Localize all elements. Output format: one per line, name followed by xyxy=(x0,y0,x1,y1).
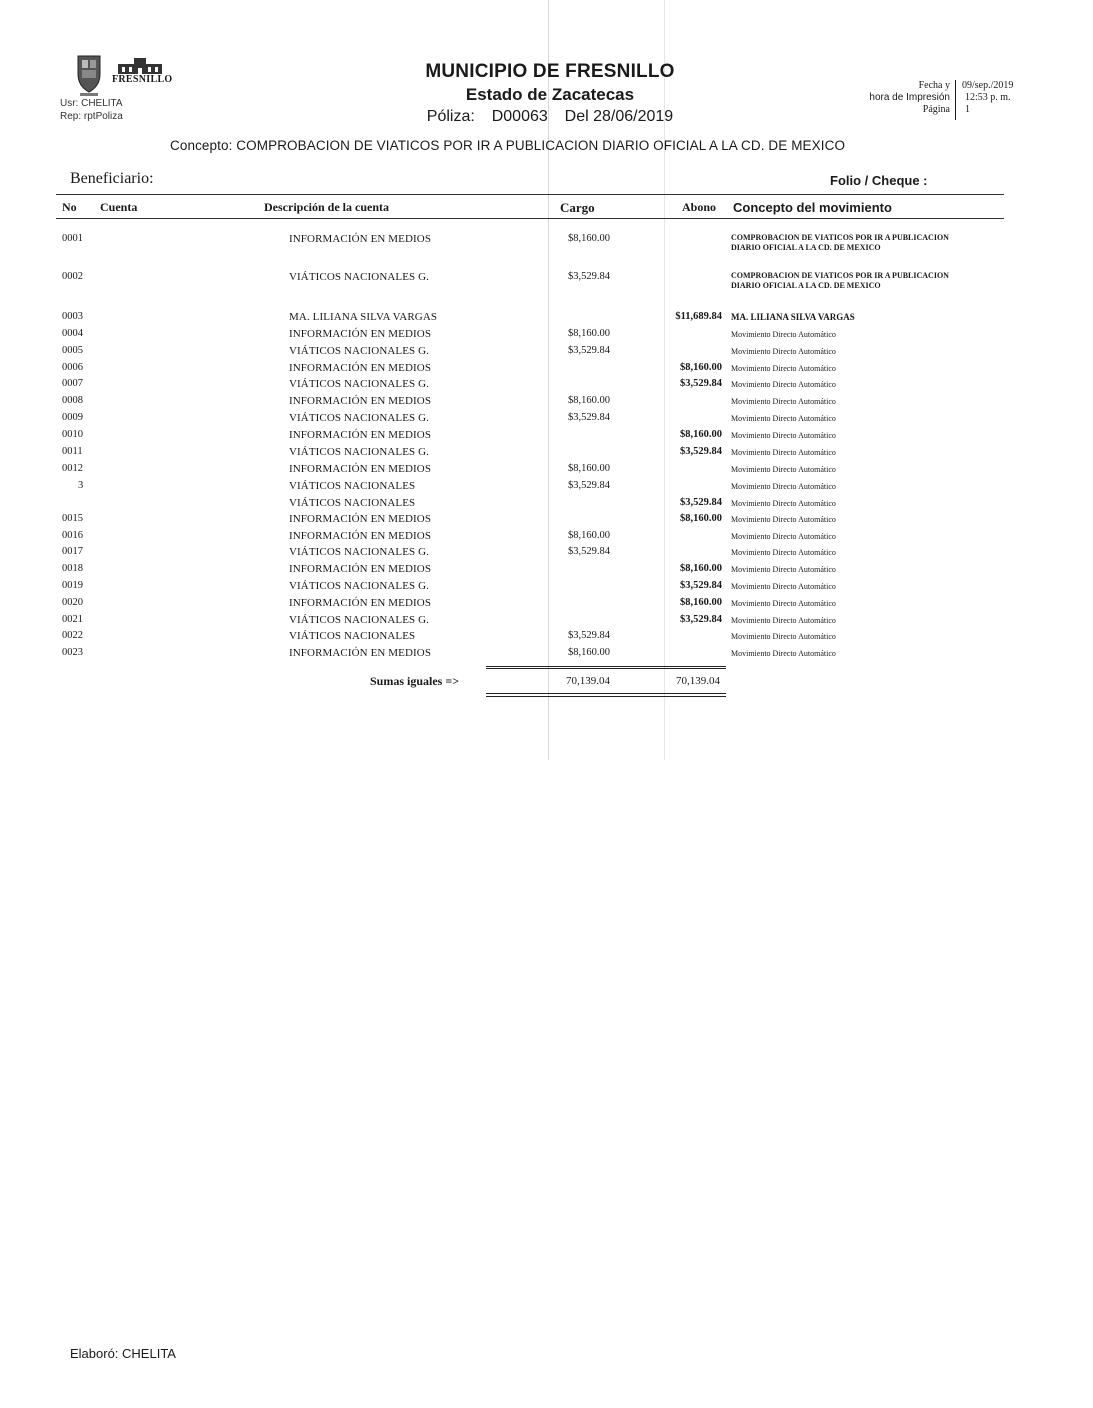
row-no: 0019 xyxy=(62,580,83,591)
row-cargo: $8,160.00 xyxy=(568,463,610,474)
row-no: 0015 xyxy=(62,513,83,524)
row-concepto: Movimiento Directo Automático xyxy=(731,499,836,508)
row-desc: VIÁTICOS NACIONALES xyxy=(289,480,416,492)
row-desc: VIÁTICOS NACIONALES G. xyxy=(289,412,430,424)
col-header-abono: Abono xyxy=(682,200,717,214)
row-desc: VIÁTICOS NACIONALES G. xyxy=(289,378,430,390)
row-abono: $8,160.00 xyxy=(680,429,722,440)
table-row xyxy=(0,480,1093,496)
row-no: 0022 xyxy=(62,630,83,641)
table-row xyxy=(0,630,1093,646)
row-no: 0011 xyxy=(62,446,83,457)
row-no: 0003 xyxy=(62,311,83,322)
table-row xyxy=(0,463,1093,479)
row-abono: $3,529.84 xyxy=(680,446,722,457)
row-concepto: Movimiento Directo Automático xyxy=(731,482,836,491)
col-header-no: No xyxy=(62,200,77,214)
row-cargo: $8,160.00 xyxy=(568,233,610,244)
fecha-value: 09/sep./2019 xyxy=(962,80,1014,91)
row-no: 0002 xyxy=(62,271,83,282)
fecha-label: Fecha y xyxy=(918,80,950,91)
row-concepto: Movimiento Directo Automático xyxy=(731,582,836,591)
hora-value: 12:53 p. m. xyxy=(965,92,1011,103)
totals-label: Sumas iguales => xyxy=(370,674,460,688)
table-row xyxy=(0,446,1093,462)
row-no: 0008 xyxy=(62,395,83,406)
row-cargo: $3,529.84 xyxy=(568,630,610,641)
totals-rule-bottom xyxy=(486,693,726,694)
row-desc: INFORMACIÓN EN MEDIOS xyxy=(289,328,432,340)
row-cargo: $8,160.00 xyxy=(568,530,610,541)
row-abono: $11,689.84 xyxy=(675,311,722,322)
row-concepto: MA. LILIANA SILVA VARGAS xyxy=(731,312,855,322)
totals-rule-top xyxy=(486,666,726,667)
concepto-line: Concepto: COMPROBACION DE VIATICOS POR IR A PUBLICACION DIARIO OFICIAL A LA CD. DE MEXICO xyxy=(170,138,846,153)
table-row xyxy=(0,395,1093,411)
row-concepto: Movimiento Directo Automático xyxy=(731,548,836,557)
row-desc: VIÁTICOS NACIONALES G. xyxy=(289,271,430,283)
row-cargo: $8,160.00 xyxy=(568,395,610,406)
table-row xyxy=(0,546,1093,562)
logo-text: FRESNILLO xyxy=(112,74,173,85)
row-abono: $3,529.84 xyxy=(680,378,722,389)
row-abono: $8,160.00 xyxy=(680,563,722,574)
totals-abono: 70,139.04 xyxy=(676,675,720,687)
row-cargo: $3,529.84 xyxy=(568,546,610,557)
rep-label: Rep: rptPoliza xyxy=(60,111,123,122)
row-desc: VIÁTICOS NACIONALES G. xyxy=(289,446,430,458)
row-concepto: Movimiento Directo Automático xyxy=(731,414,836,423)
row-abono: $3,529.84 xyxy=(680,580,722,591)
row-concepto: Movimiento Directo Automático xyxy=(731,330,836,339)
row-concepto: Movimiento Directo Automático xyxy=(731,465,836,474)
page-title: MUNICIPIO DE FRESNILLO xyxy=(425,61,675,82)
row-concepto: Movimiento Directo Automático xyxy=(731,347,836,356)
row-desc: INFORMACIÓN EN MEDIOS xyxy=(289,429,432,441)
table-row xyxy=(0,597,1093,613)
row-abono: $8,160.00 xyxy=(680,597,722,608)
row-concepto: Movimiento Directo Automático xyxy=(731,616,836,625)
totals-cargo: 70,139.04 xyxy=(566,675,610,687)
row-abono: $3,529.84 xyxy=(680,497,722,508)
row-desc: INFORMACIÓN EN MEDIOS xyxy=(289,563,432,575)
row-desc: VIÁTICOS NACIONALES G. xyxy=(289,580,430,592)
col-header-descripcion: Descripción de la cuenta xyxy=(264,200,389,214)
table-row xyxy=(0,362,1093,378)
coat-of-arms-icon xyxy=(74,52,104,98)
row-desc: INFORMACIÓN EN MEDIOS xyxy=(289,463,432,475)
fresnillo-wordmark xyxy=(112,56,173,85)
row-concepto: COMPROBACION DE VIATICOS POR IR A PUBLICACION DIARIO OFICIAL A LA CD. DE MEXICO xyxy=(731,233,949,252)
row-no: 0010 xyxy=(62,429,83,440)
table-row xyxy=(0,530,1093,546)
title-block xyxy=(380,60,720,128)
table-row xyxy=(0,580,1093,596)
row-no: 0005 xyxy=(62,345,83,356)
totals-rule-top-2 xyxy=(486,668,726,669)
table-row xyxy=(0,614,1093,630)
table-row xyxy=(0,429,1093,445)
row-concepto: COMPROBACION DE VIATICOS POR IR A PUBLICACION DIARIO OFICIAL A LA CD. DE MEXICO xyxy=(731,271,949,290)
table-row xyxy=(0,328,1093,344)
row-cargo: $3,529.84 xyxy=(568,271,610,282)
user-info xyxy=(60,97,123,123)
row-concepto: Movimiento Directo Automático xyxy=(731,431,836,440)
building-icon xyxy=(112,56,168,76)
row-concepto: Movimiento Directo Automático xyxy=(731,397,836,406)
poliza-date: Del 28/06/2019 xyxy=(564,108,674,125)
row-desc: INFORMACIÓN EN MEDIOS xyxy=(289,597,432,609)
print-meta-values xyxy=(962,80,1013,116)
row-no: 0001 xyxy=(62,233,83,244)
table-row xyxy=(0,345,1093,361)
table-row xyxy=(0,378,1093,394)
row-desc: INFORMACIÓN EN MEDIOS xyxy=(289,530,432,542)
row-desc: INFORMACIÓN EN MEDIOS xyxy=(289,647,432,659)
row-desc: INFORMACIÓN EN MEDIOS xyxy=(289,233,432,245)
table-row xyxy=(0,513,1093,529)
table-row xyxy=(0,563,1093,579)
row-concepto: Movimiento Directo Automático xyxy=(731,515,836,524)
row-desc: VIÁTICOS NACIONALES G. xyxy=(289,614,430,626)
table-row xyxy=(0,233,1093,252)
row-concepto: Movimiento Directo Automático xyxy=(731,448,836,457)
header-rule-top xyxy=(56,194,1004,195)
table-row xyxy=(0,271,1093,290)
poliza-number: D00063 xyxy=(491,108,548,125)
table-row xyxy=(0,647,1093,663)
row-no: 0023 xyxy=(62,647,83,658)
row-no: 0006 xyxy=(62,362,83,373)
row-cargo: $3,529.84 xyxy=(568,412,610,423)
row-no: 0018 xyxy=(62,563,83,574)
table-row xyxy=(0,497,1093,513)
elaboro-footer: Elaboró: CHELITA xyxy=(70,1346,176,1361)
usr-label: Usr: CHELITA xyxy=(60,98,123,109)
header-rule-bottom xyxy=(56,218,1004,219)
pagina-value: 1 xyxy=(965,104,970,115)
row-desc: VIÁTICOS NACIONALES xyxy=(289,630,416,642)
row-no: 0021 xyxy=(62,614,83,625)
row-concepto: Movimiento Directo Automático xyxy=(731,380,836,389)
row-concepto: Movimiento Directo Automático xyxy=(731,632,836,641)
row-abono: $3,529.84 xyxy=(680,614,722,625)
meta-divider xyxy=(955,80,956,120)
row-no: 0009 xyxy=(62,412,83,423)
table-row xyxy=(0,311,1093,327)
row-no: 0020 xyxy=(62,597,83,608)
row-desc: INFORMACIÓN EN MEDIOS xyxy=(289,513,432,525)
poliza-label: Póliza: xyxy=(426,108,475,125)
hora-label: hora de Impresión xyxy=(869,92,950,103)
row-desc: VIÁTICOS NACIONALES G. xyxy=(289,345,430,357)
row-concepto: Movimiento Directo Automático xyxy=(731,565,836,574)
row-no: 0004 xyxy=(62,328,83,339)
print-meta-labels xyxy=(842,80,950,116)
row-no: 3 xyxy=(78,480,84,491)
row-desc: MA. LILIANA SILVA VARGAS xyxy=(289,311,438,323)
row-concepto: Movimiento Directo Automático xyxy=(731,649,836,658)
col-header-cuenta: Cuenta xyxy=(100,200,138,214)
row-abono: $8,160.00 xyxy=(680,513,722,524)
folio-label: Folio / Cheque : xyxy=(830,173,928,188)
row-cargo: $8,160.00 xyxy=(568,328,610,339)
row-no: 0007 xyxy=(62,378,83,389)
pagina-label: Página xyxy=(922,104,950,115)
row-no: 0017 xyxy=(62,546,83,557)
row-cargo: $3,529.84 xyxy=(568,480,610,491)
table-row xyxy=(0,412,1093,428)
row-desc: INFORMACIÓN EN MEDIOS xyxy=(289,395,432,407)
col-header-concepto: Concepto del movimiento xyxy=(733,200,892,215)
row-concepto: Movimiento Directo Automático xyxy=(731,364,836,373)
row-desc: VIÁTICOS NACIONALES G. xyxy=(289,546,430,558)
totals-rule-bottom-2 xyxy=(486,696,726,697)
row-no: 0016 xyxy=(62,530,83,541)
row-cargo: $8,160.00 xyxy=(568,647,610,658)
row-desc: VIÁTICOS NACIONALES xyxy=(289,497,416,509)
poliza-line xyxy=(380,106,720,128)
beneficiario-label: Beneficiario: xyxy=(70,170,154,187)
row-desc: INFORMACIÓN EN MEDIOS xyxy=(289,362,432,374)
row-concepto: Movimiento Directo Automático xyxy=(731,599,836,608)
row-concepto: Movimiento Directo Automático xyxy=(731,532,836,541)
row-cargo: $3,529.84 xyxy=(568,345,610,356)
row-abono: $8,160.00 xyxy=(680,362,722,373)
col-header-cargo: Cargo xyxy=(560,200,595,215)
page-subtitle: Estado de Zacatecas xyxy=(465,85,635,104)
row-no: 0012 xyxy=(62,463,83,474)
